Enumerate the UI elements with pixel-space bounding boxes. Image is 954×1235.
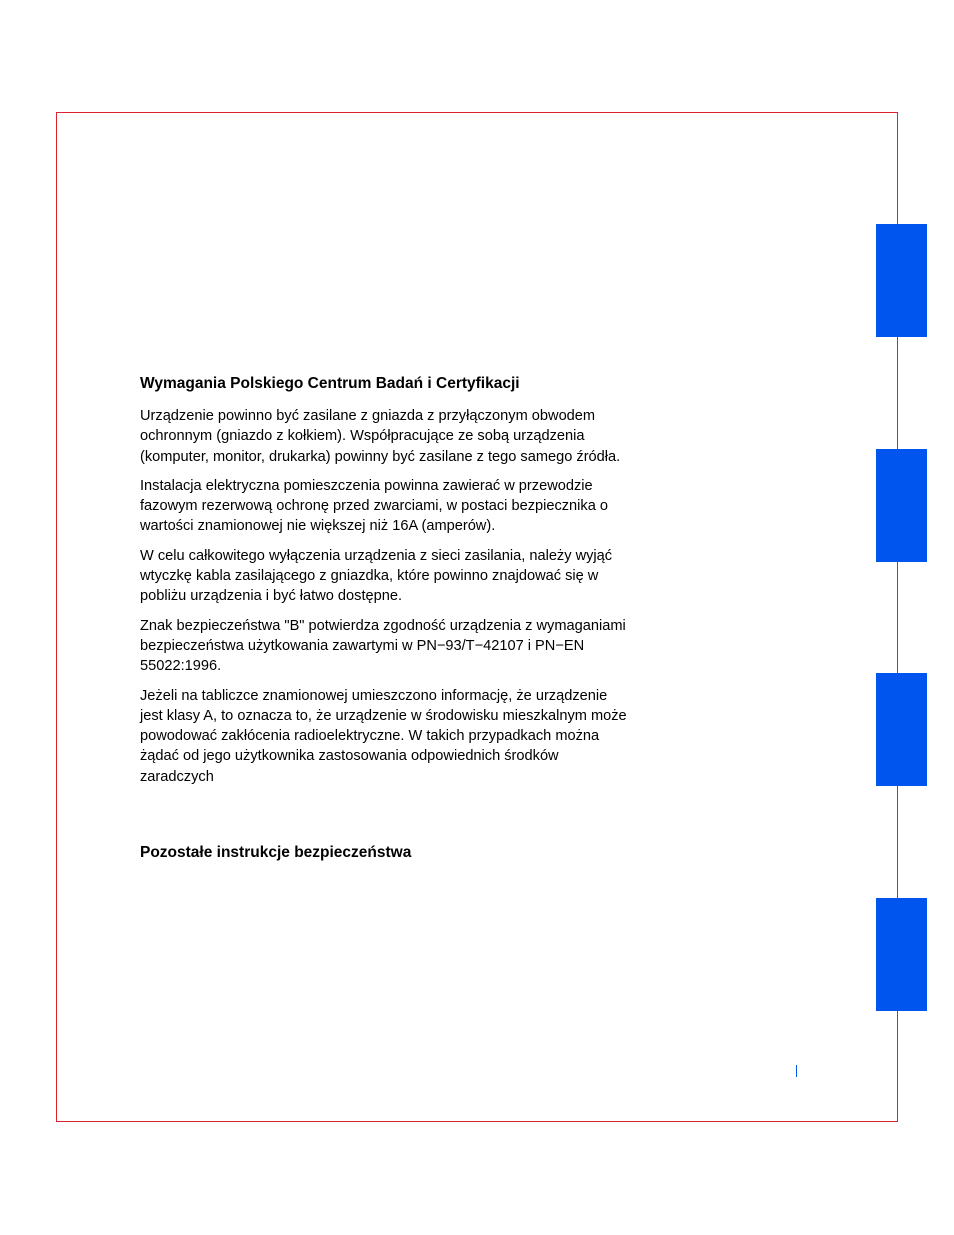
section-heading-other-safety: Pozostałe instrukcje bezpieczeństwa bbox=[140, 844, 412, 862]
paragraph-disconnect: W celu całkowitego wyłączenia urządzenia z sieci zasilania, należy wyjąć wtyczkę kabla zasilającego z gniazdka, które powinno znajdować się w pobliżu urządzenia i być łatwo dostępne. bbox=[140, 547, 613, 605]
paragraph-class-a: Jeżeli na tabliczce znamionowej umieszczono informację, że urządzenie jest klasy A, to oznacza to, że urządzenie w środowisku mieszkalnym może powodować zakłócenia radioelektryczne. W takich przypadkach można żądać od jego użytkownika zastosowania odpowiednich środków zaradczych bbox=[140, 687, 627, 785]
paragraph-electrical-installation: Instalacja elektryczna pomieszczenia powinna zawierać w przewodzie fazowym rezerwową ochronę przed zwarciami, w postaci bezpiecznika o wartości znamionowej nie większej niż 16A (amperów). bbox=[140, 477, 609, 535]
section-tab-2 bbox=[876, 449, 927, 562]
document-body bbox=[140, 374, 632, 875]
section-tab-1 bbox=[876, 224, 927, 337]
section-tab-3 bbox=[876, 673, 927, 786]
page-number-marker bbox=[796, 1065, 797, 1077]
section-heading-pcbc: Wymagania Polskiego Centrum Badań i Certyfikacji bbox=[140, 375, 520, 392]
section-tab-4 bbox=[876, 898, 927, 1011]
paragraph-safety-mark: Znak bezpieczeństwa "B" potwierdza zgodność urządzenia z wymaganiami bezpieczeństwa użytkowania zawartymi w PN−93/T−42107 i PN−EN 55022:1996. bbox=[140, 617, 626, 675]
paragraph-power-supply: Urządzenie powinno być zasilane z gniazda z przyłączonym obwodem ochronnym (gniazdo z kołkiem). Współpracujące ze sobą urządzenia (komputer, monitor, drukarka) powinny być zasilane z tego samego źródła. bbox=[140, 408, 621, 465]
